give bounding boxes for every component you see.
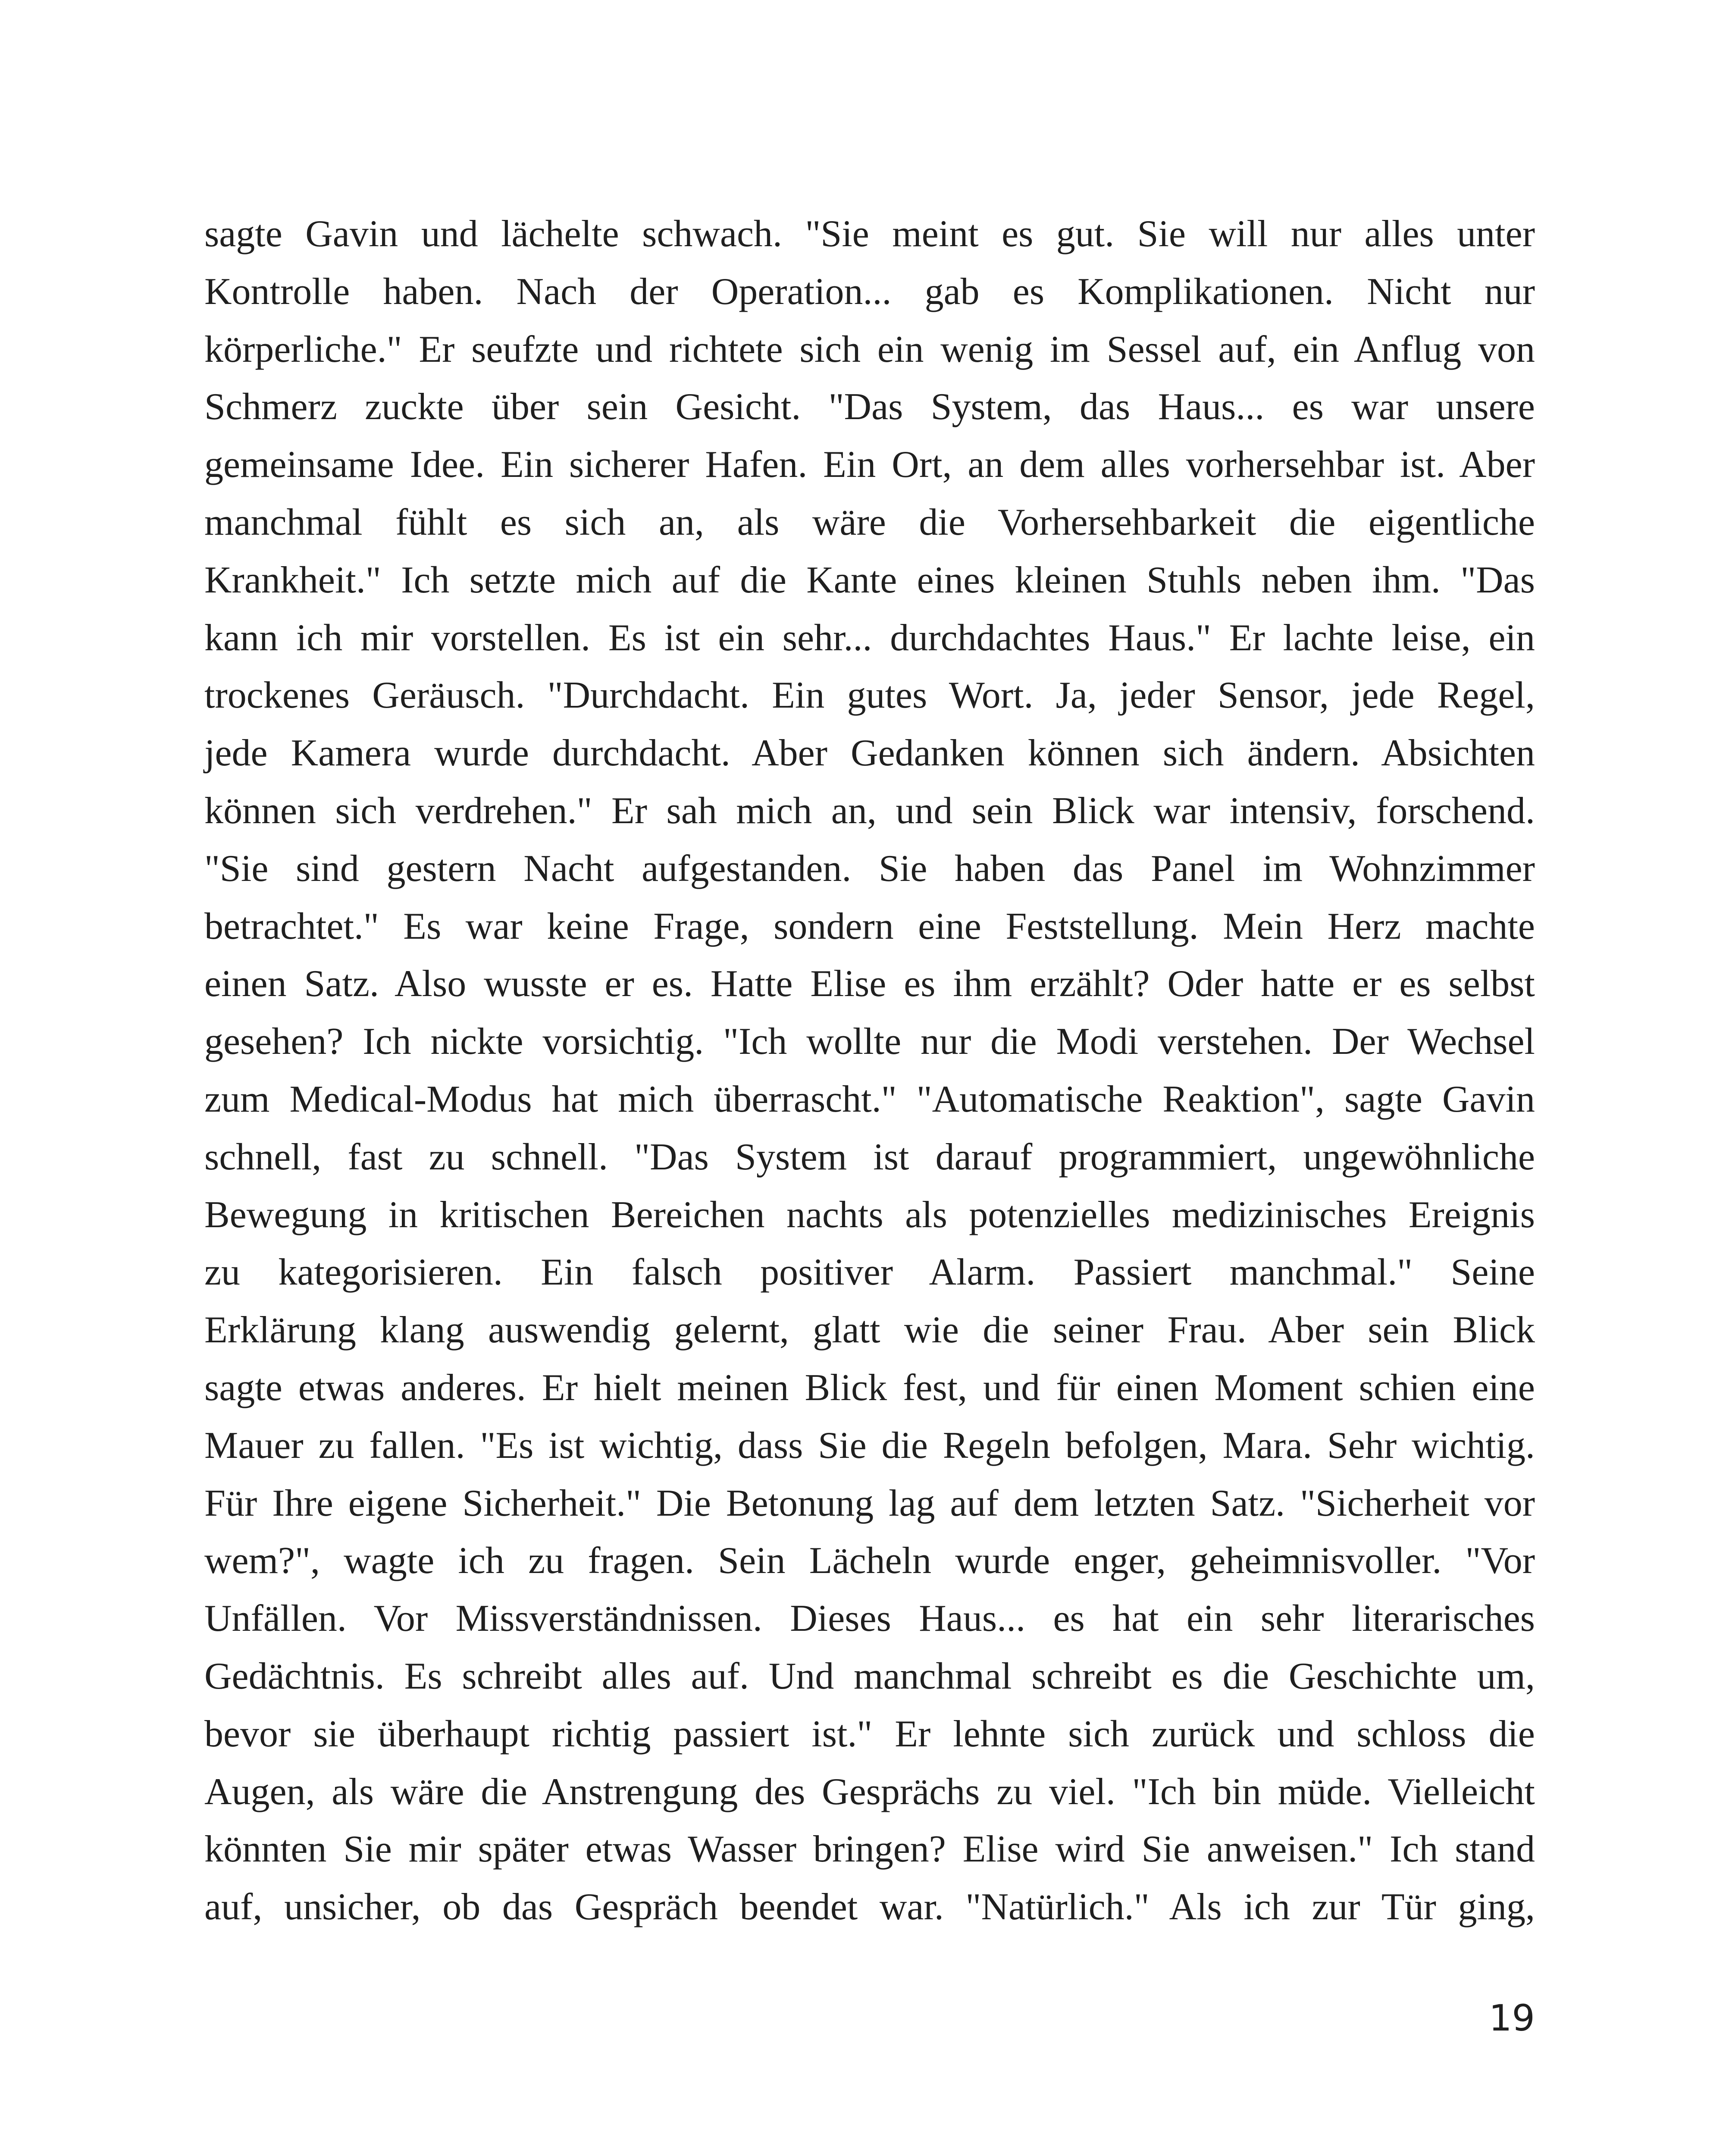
text-line: Gedächtnis. Es schreibt alles auf. Und manchmal schreibt es die Geschichte um, xyxy=(204,1655,1535,1697)
text-line: Unfällen. Vor Missverständnissen. Dieses Haus... es hat ein sehr literarisches xyxy=(204,1598,1535,1640)
text-line: Bewegung in kritischen Bereichen nachts als potenzielles medizinisches Ereignis xyxy=(204,1194,1535,1236)
text-line: Mauer zu fallen. "Es ist wichtig, dass Sie die Regeln befolgen, Mara. Sehr wichtig. xyxy=(204,1424,1535,1467)
text-line: betrachtet." Es war keine Frage, sondern eine Feststellung. Mein Herz machte xyxy=(204,905,1535,947)
text-line: zum Medical-Modus hat mich überrascht." "Automatische Reaktion", sagte Gavin xyxy=(204,1078,1535,1120)
text-line: wem?", wagte ich zu fragen. Sein Lächeln wurde enger, geheimnisvoller. "Vor xyxy=(204,1540,1535,1582)
text-line: Für Ihre eigene Sicherheit." Die Betonung lag auf dem letzten Satz. "Sicherheit vor xyxy=(204,1482,1535,1524)
text-line: gesehen? Ich nickte vorsichtig. "Ich wollte nur die Modi verstehen. Der Wechsel xyxy=(204,1021,1535,1063)
body-text xyxy=(204,205,1535,1936)
text-line: Krankheit." Ich setzte mich auf die Kante eines kleinen Stuhls neben ihm. "Das xyxy=(204,559,1535,601)
text-line: Erklärung klang auswendig gelernt, glatt wie die seiner Frau. Aber sein Blick xyxy=(204,1309,1535,1351)
text-line: "Sie sind gestern Nacht aufgestanden. Sie haben das Panel im Wohnzimmer xyxy=(204,847,1535,890)
text-line: auf, unsicher, ob das Gespräch beendet war. "Natürlich." Als ich zur Tür ging, xyxy=(204,1886,1535,1928)
text-line: Augen, als wäre die Anstrengung des Gesprächs zu viel. "Ich bin müde. Vielleicht xyxy=(204,1771,1535,1813)
text-line: schnell, fast zu schnell. "Das System ist darauf programmiert, ungewöhnliche xyxy=(204,1136,1535,1178)
text-line: Kontrolle haben. Nach der Operation... gab es Komplikationen. Nicht nur xyxy=(204,270,1535,313)
text-line: bevor sie überhaupt richtig passiert ist." Er lehnte sich zurück und schloss die xyxy=(204,1713,1535,1755)
text-line: gemeinsame Idee. Ein sicherer Hafen. Ein Ort, an dem alles vorhersehbar ist. Aber xyxy=(204,444,1535,486)
text-line: manchmal fühlt es sich an, als wäre die Vorhersehbarkeit die eigentliche xyxy=(204,501,1535,543)
text-line: sagte Gavin und lächelte schwach. "Sie meint es gut. Sie will nur alles unter xyxy=(204,213,1535,255)
text-line: sagte etwas anderes. Er hielt meinen Blick fest, und für einen Moment schien eine xyxy=(204,1366,1535,1409)
text-line: jede Kamera wurde durchdacht. Aber Gedanken können sich ändern. Absichten xyxy=(204,732,1535,774)
page-number: 19 xyxy=(1489,1997,1535,2039)
text-line: körperliche." Er seufzte und richtete sich ein wenig im Sessel auf, ein Anflug von xyxy=(204,328,1535,370)
text-line: trockenes Geräusch. "Durchdacht. Ein gutes Wort. Ja, jeder Sensor, jede Regel, xyxy=(204,674,1535,717)
text-line: Schmerz zuckte über sein Gesicht. "Das System, das Haus... es war unsere xyxy=(204,386,1535,428)
text-line: einen Satz. Also wusste er es. Hatte Elise es ihm erzählt? Oder hatte er es selbst xyxy=(204,963,1535,1005)
text-line: kann ich mir vorstellen. Es ist ein sehr... durchdachtes Haus." Er lachte leise, ein xyxy=(204,617,1535,659)
text-line: zu kategorisieren. Ein falsch positiver Alarm. Passiert manchmal." Seine xyxy=(204,1251,1535,1294)
text-line: könnten Sie mir später etwas Wasser bringen? Elise wird Sie anweisen." Ich stand xyxy=(204,1828,1535,1871)
text-line: können sich verdrehen." Er sah mich an, und sein Blick war intensiv, forschend. xyxy=(204,790,1535,832)
